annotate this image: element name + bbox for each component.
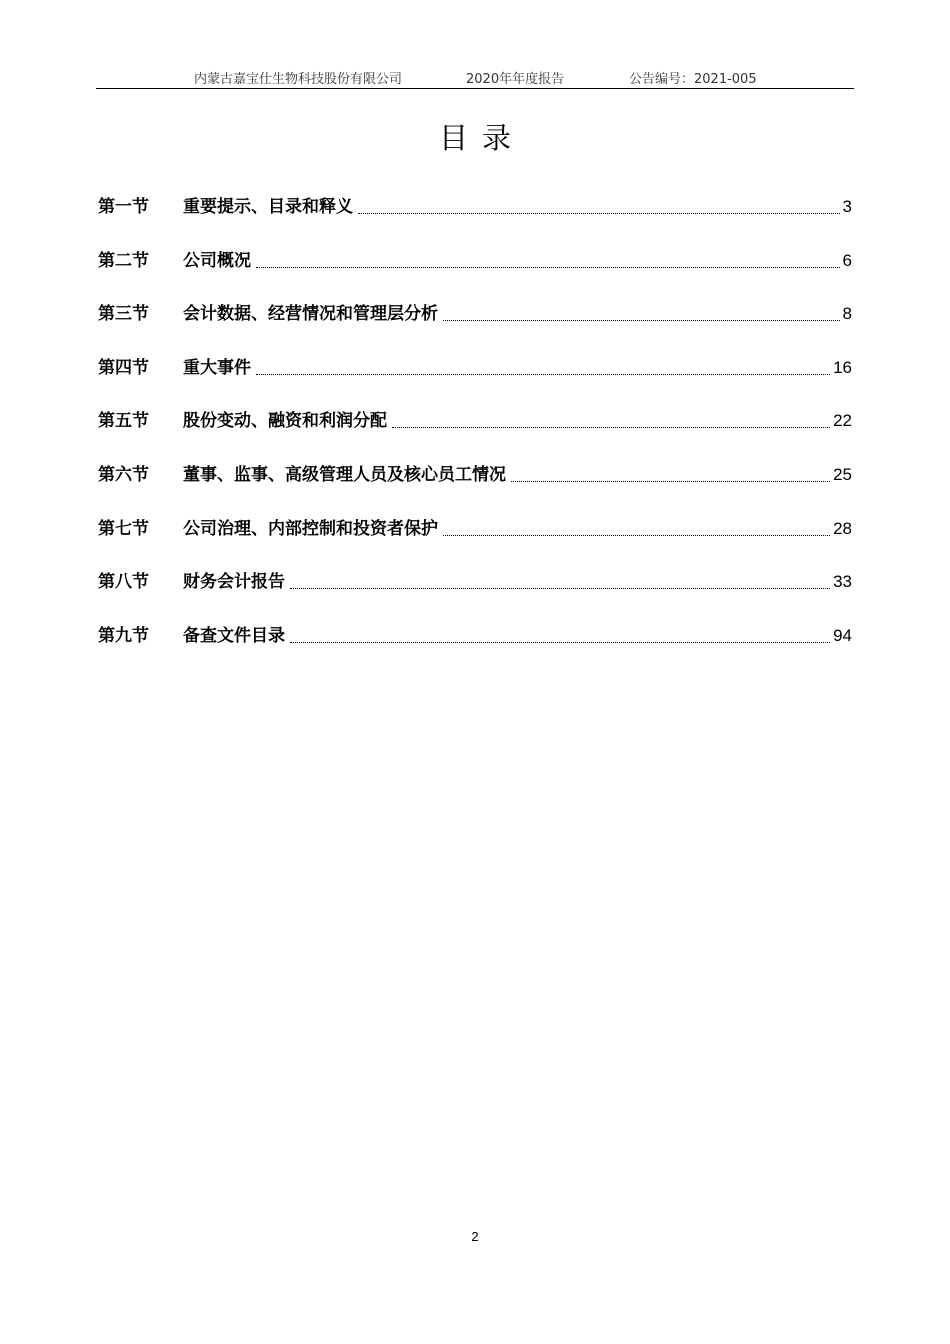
toc-section-title: 董事、监事、高级管理人员及核心员工情况 xyxy=(183,464,506,485)
toc-entry-9[interactable] xyxy=(98,621,852,651)
toc-section-title: 备查文件目录 xyxy=(183,625,285,646)
toc-entry-3[interactable] xyxy=(98,299,852,329)
toc-entry-5[interactable] xyxy=(98,406,852,436)
page-number: 2 xyxy=(471,1229,479,1244)
table-of-contents xyxy=(98,192,852,674)
toc-section-title: 公司概况 xyxy=(183,250,251,271)
toc-entry-4[interactable] xyxy=(98,353,852,383)
toc-page-number: 8 xyxy=(842,304,852,324)
toc-dot-leader xyxy=(256,373,830,375)
toc-section-title: 会计数据、经营情况和管理层分析 xyxy=(183,304,438,325)
toc-section-label: 第三节 xyxy=(98,304,149,325)
toc-section-title: 重大事件 xyxy=(183,357,251,378)
toc-page-number: 22 xyxy=(833,411,852,431)
toc-dot-leader xyxy=(443,534,830,536)
toc-section-label: 第一节 xyxy=(98,197,149,217)
toc-entry-8[interactable] xyxy=(98,567,852,597)
toc-page-number: 3 xyxy=(842,197,852,216)
toc-entry-7[interactable] xyxy=(98,514,852,544)
toc-section-title: 公司治理、内部控制和投资者保护 xyxy=(183,518,438,539)
toc-dot-leader xyxy=(290,587,830,589)
toc-entry-1[interactable] xyxy=(98,192,852,222)
page-title: 目录 xyxy=(438,121,525,155)
toc-section-label: 第九节 xyxy=(98,625,149,646)
toc-dot-leader xyxy=(256,266,840,268)
toc-page-number: 6 xyxy=(842,250,852,270)
toc-page-number: 94 xyxy=(833,625,852,645)
toc-page-number: 33 xyxy=(833,572,852,592)
toc-section-label: 第六节 xyxy=(98,464,149,485)
header-report-title: 2020年年度报告 xyxy=(466,72,565,87)
toc-section-label: 第四节 xyxy=(98,357,149,378)
page-header xyxy=(96,64,854,89)
toc-page-number: 28 xyxy=(833,518,852,538)
header-company-name: 内蒙古嘉宝仕生物科技股份有限公司 xyxy=(194,72,403,87)
header-notice-number: 公告编号：2021-005 xyxy=(629,72,757,87)
toc-section-title: 重要提示、目录和释义 xyxy=(183,197,353,217)
toc-entry-2[interactable] xyxy=(98,246,852,276)
toc-section-label: 第二节 xyxy=(98,250,149,271)
toc-section-label: 第八节 xyxy=(98,572,149,593)
toc-dot-leader xyxy=(392,426,830,428)
toc-dot-leader xyxy=(511,480,830,482)
toc-section-label: 第五节 xyxy=(98,411,149,432)
toc-dot-leader xyxy=(290,641,830,643)
toc-dot-leader xyxy=(358,212,840,214)
toc-entry-6[interactable] xyxy=(98,460,852,490)
toc-page-number: 25 xyxy=(833,464,852,484)
toc-section-label: 第七节 xyxy=(98,518,149,539)
toc-dot-leader xyxy=(443,319,840,321)
toc-page-number: 16 xyxy=(833,357,852,377)
toc-section-title: 股份变动、融资和利润分配 xyxy=(183,411,387,432)
toc-section-title: 财务会计报告 xyxy=(183,572,285,593)
